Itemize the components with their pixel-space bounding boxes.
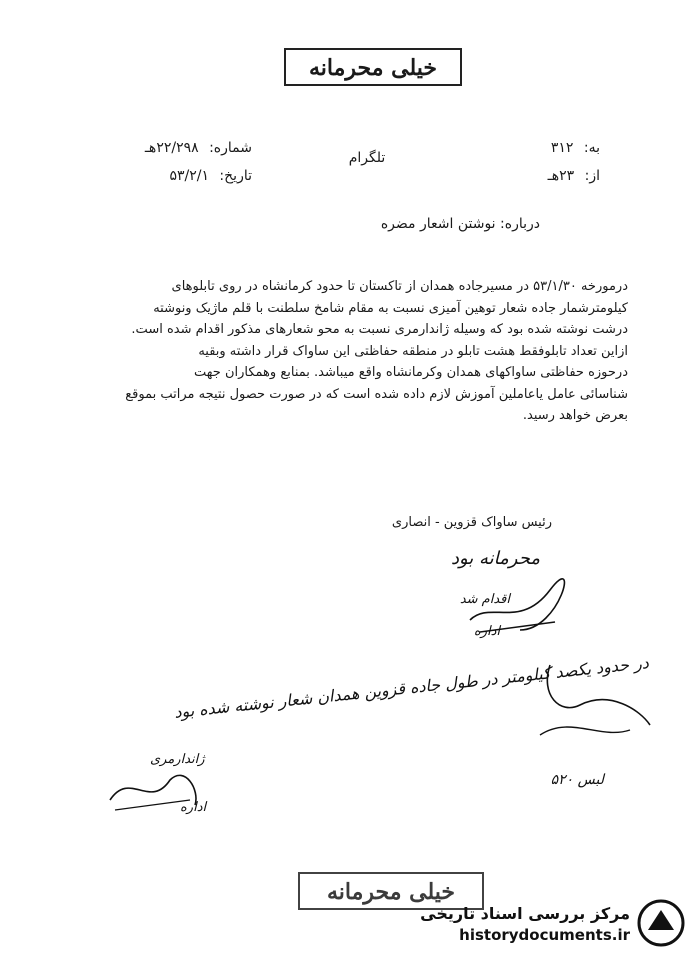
subject-line: درباره: نوشتن اشعار مضره — [380, 216, 540, 232]
date-label: تاریخ: — [219, 168, 252, 184]
from-field — [548, 168, 600, 184]
archive-logo-icon — [636, 898, 686, 948]
body-line: درشت نوشته شده بود که وسیله ژاندارمری نسبت به محو شعارهای مذکور اقدام شده است. — [131, 322, 628, 337]
handwritten-note-2: اقدام شد — [459, 592, 510, 607]
handwritten-note-4: اداره — [180, 800, 207, 815]
body-line: درمورخه ۵۳/۱/۳۰ در مسیرجاده همدان از تاکستان تا حدود کرمانشاه در روی تابلوهای — [171, 279, 628, 294]
body-line: درحوزه حفاظتی ساواکهای همدان وکرمانشاه واقع میباشد. بمنابع وهمکاران جهت — [194, 365, 628, 380]
watermark-url: historydocuments.ir — [459, 926, 630, 944]
handwritten-note-1: محرمانه بود — [450, 548, 540, 569]
confidential-stamp-bottom: خیلی محرمانه — [298, 872, 484, 910]
from-value: ۲۳هـ — [547, 168, 575, 184]
watermark-name: مرکز بررسی اسناد تاریخی — [420, 904, 630, 923]
document-title: تلگرام — [348, 150, 386, 166]
body-line: شناسائی عامل یاعاملین آموزش لازم داده شده است که در صورت حصول نتیجه مراتب بموقع — [125, 386, 628, 402]
signature-scribble-top — [460, 560, 570, 640]
date-value: ۵۳/۲/۱ — [169, 168, 209, 184]
confidential-stamp-top: خیلی محرمانه — [284, 48, 462, 86]
body-line: بعرض خواهد رسید. — [522, 408, 628, 423]
signer-line: رئیس ساواک قزوین - انصاری — [391, 515, 552, 530]
number-value: ۲۲/۲۹۸هـ — [144, 140, 199, 156]
from-label: از: — [584, 168, 600, 184]
to-label: به: — [583, 140, 600, 156]
body-line: کیلومترشمار جاده شعار توهین آمیزی نسبت به مقام شامخ سلطنت با قلم ماژیک ونوشته — [153, 300, 628, 316]
handwritten-long-note: در حدود یکصد کیلومتر در طول جاده قزوین همدان شعار نوشته شده بود — [173, 653, 650, 722]
body-line: ازاین تعداد تابلوفقط هشت تابلو در منطقه حفاظتی این ساواک قرار داشته وبقیه — [198, 343, 628, 359]
date-field — [169, 168, 252, 184]
handwritten-note-3: اداره — [473, 624, 500, 639]
body-text — [88, 276, 628, 427]
number-label: شماره: — [209, 140, 252, 156]
number-field — [145, 140, 252, 156]
handwritten-note-6: ژاندارمری — [150, 752, 205, 767]
signature-scribble-middle — [520, 655, 660, 745]
to-value: ۳۱۲ — [550, 140, 574, 156]
handwritten-note-5: لبس ۵۲۰ — [550, 772, 604, 788]
to-field — [551, 140, 600, 156]
